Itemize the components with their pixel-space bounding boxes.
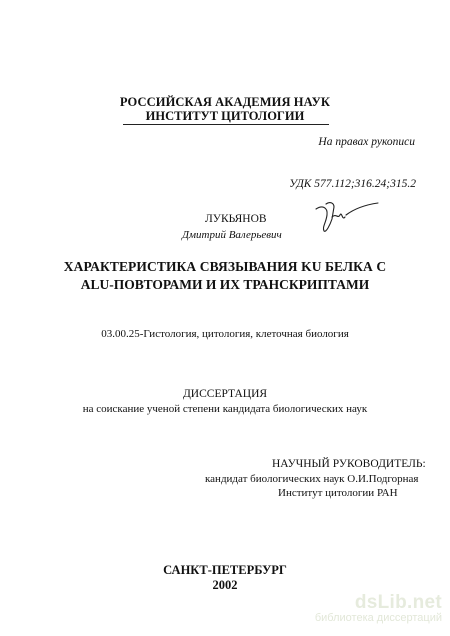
author-signature [312,195,382,237]
supervisor-heading: НАУЧНЫЙ РУКОВОДИТЕЛЬ: [272,458,426,470]
year: 2002 [212,578,238,592]
dissertation-title-line1: ХАРАКТЕРИСТИКА СВЯЗЫВАНИЯ KU БЕЛКА С [63,259,387,274]
watermark-subtitle: библиотека диссертаций [314,612,442,624]
degree-purpose: на соискание ученой степени кандидата биологических наук [82,403,368,415]
specialty-code: 03.00.25-Гистология, цитология, клеточная биология [101,328,349,340]
supervisor-institution: Институт цитологии РАН [278,487,398,499]
dissertation-title-line2: ALU-ПОВТОРАМИ И ИХ ТРАНСКРИПТАМИ [80,277,370,292]
city: САНКТ-ПЕТЕРБУРГ [163,563,287,577]
document-type: ДИССЕРТАЦИЯ [182,388,268,400]
watermark-brand: dsLib.net [354,592,442,613]
watermark [315,593,442,624]
author-surname: ЛУКЬЯНОВ [205,213,267,225]
header-divider [123,124,329,125]
institute-name: ИНСТИТУТ ЦИТОЛОГИИ [145,109,305,123]
author-name: Дмитрий Валерьевич [182,229,282,241]
institution-name: РОССИЙСКАЯ АКАДЕМИЯ НАУК [119,95,331,109]
supervisor-name: кандидат биологических наук О.И.Подгорная [205,473,419,485]
manuscript-rights-note: На правах рукописи [318,136,415,148]
udk-code: УДК 577.112;316.24;315.2 [289,178,416,190]
